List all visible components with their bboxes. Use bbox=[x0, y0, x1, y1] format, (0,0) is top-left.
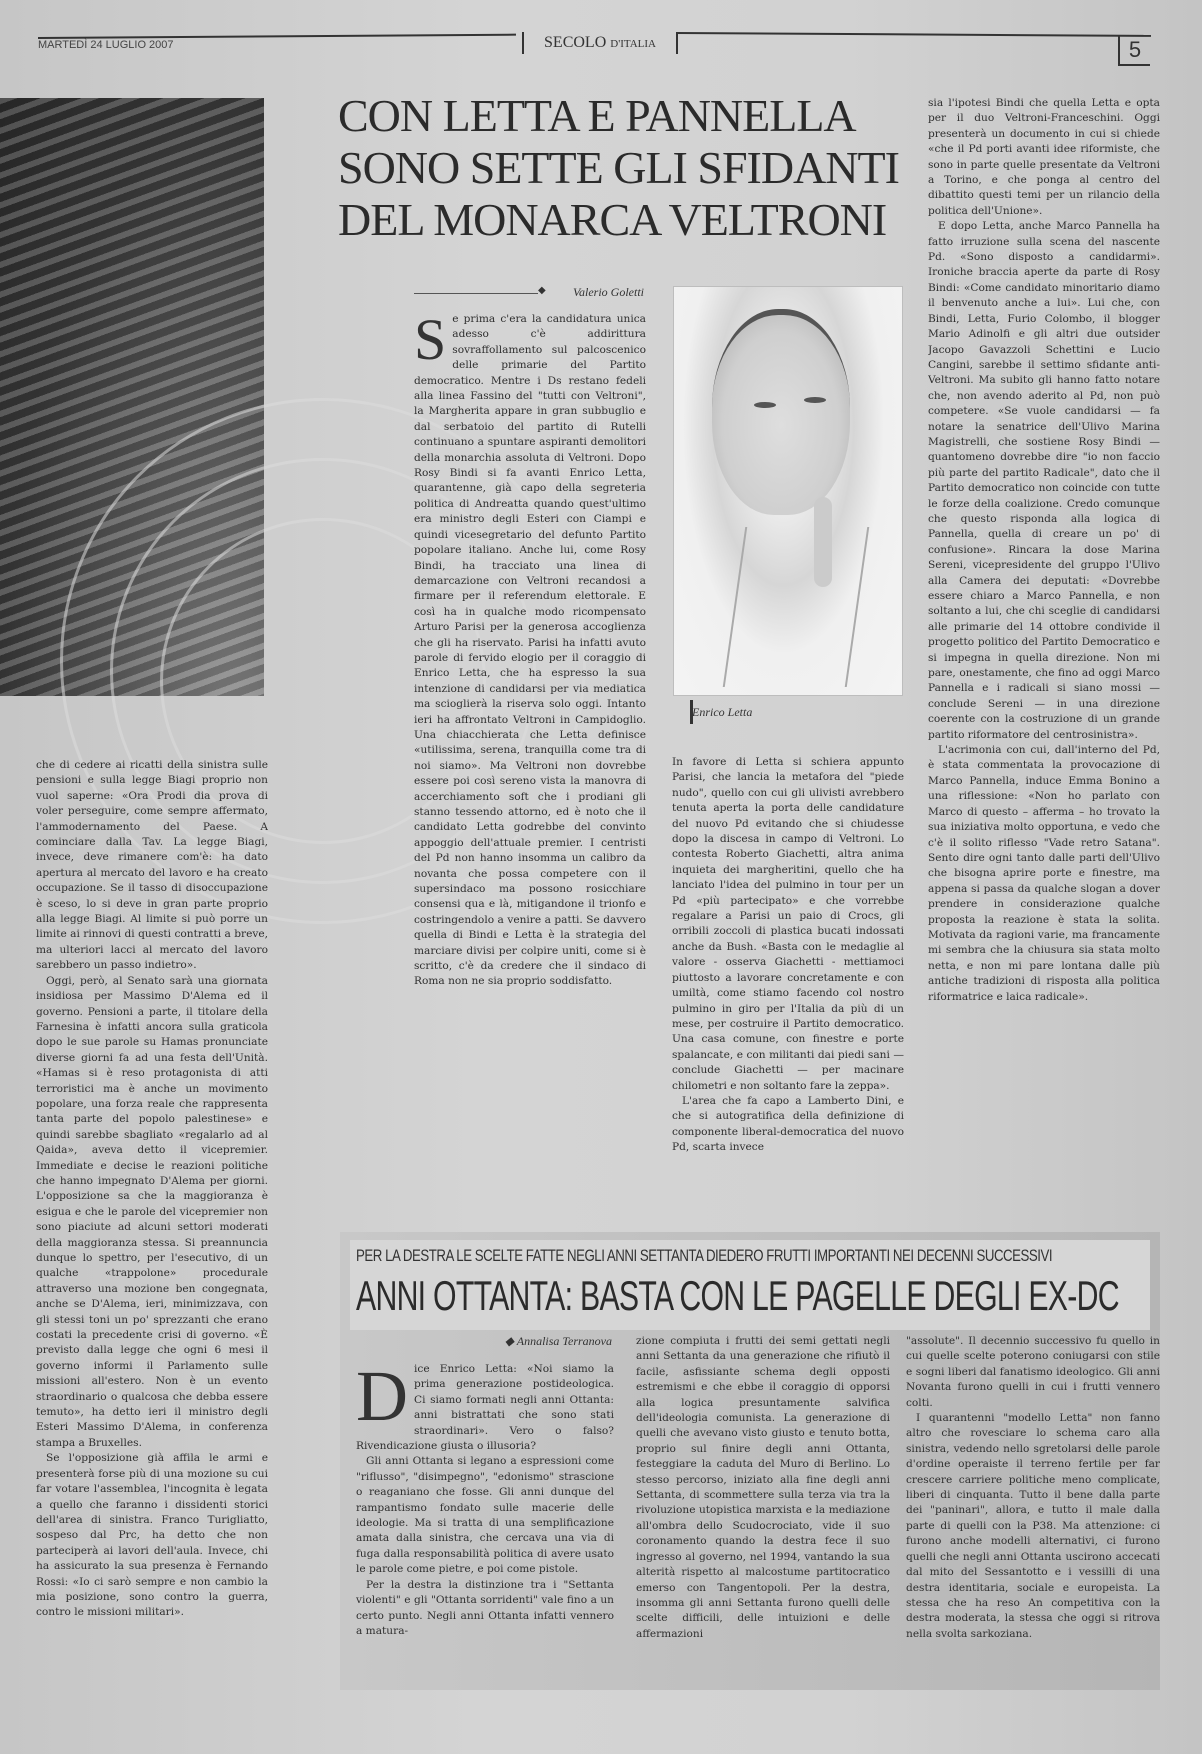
diamond-icon: ◆ bbox=[538, 285, 546, 296]
secondary-para-1-text: ice Enrico Letta: «Noi siamo la prima generazione postideologica. Ci siamo formati negli anni Ottanta: anni bistrattati che sono stati straordinari». Vero o falso? Rivendicazione giusta o illusoria? bbox=[356, 1363, 614, 1453]
secondary-byline bbox=[500, 1334, 612, 1349]
photo-caption: Enrico Letta bbox=[692, 705, 753, 719]
main-headline: CON LETTA E PANNELLA SONO SETTE GLI SFIDANTI DEL MONARCA VELTRONI bbox=[338, 90, 899, 245]
drop-cap: D bbox=[356, 1362, 408, 1436]
diamond-icon: ◆ bbox=[504, 1334, 517, 1348]
secondary-para-3: Per la destra la distinzione tra i "Settanta violenti" e gli "Ottanta sorridenti" vale fino a un certo punto. Negli anni Ottanta infatti vennero a matura- bbox=[356, 1578, 614, 1637]
main-column-2 bbox=[672, 755, 904, 1195]
main-para-3: L'area che fa capo a Lamberto Dini, e che si autogratifica della definizione di componente liberal-democratica del nuovo Pd, scarta invece bbox=[672, 1094, 904, 1154]
secondary-para-1 bbox=[356, 1362, 614, 1454]
secondary-kicker: PER LA DESTRA LE SCELTE FATTE NEGLI ANNI SETTANTA DIEDERO FRUTTI IMPORTANTI NEI DECENNI SUCCESSIVI bbox=[356, 1246, 1053, 1265]
secondary-para-6: I quarantenni "modello Letta" non fanno altro che rovesciare lo schema caro alla sinistra, vedendo nello sgretolarsi delle parole d'ordine operaiste il terreno fertile per far crescere carriere politiche meno complicate, liberi di cinquanta. Tutto il bene dalla parte dei "paninari", allora, e tutto il male dalla parte di quelli con la P38. Ma attenzione: ci furono anche modelli alternativi, ci furono quelli che negli anni Ottanta uscirono accecati dal mito del Sessantotto e i vessilli di una destra identitaria, sociale e europeista. La stessa che ha reso An competitiva con la destra moderata, la stessa che oggi si ritrova nella svolta sarkoziana. bbox=[906, 1412, 1160, 1640]
byline-rule bbox=[414, 293, 538, 294]
portrait-hand bbox=[814, 497, 832, 587]
main-para-2: In favore di Letta si schiera appunto Parisi, che lancia la metafora del "piede nudo", quello con cui gli ulivisti avrebbero tenuta aperta la porta delle candidature del nuovo Pd evitando che si chiudesse dopo la discesa in campo di Veltroni. Lo contesta Roberto Giachetti, altra anima inquieta dei margheritini, quello che ha lanciato l'idea del pulmino in tour per un Pd «più partecipato» e che vorrebbe regalare a Parisi un paio di Crocs, gli orribili zoccoli di plastica bucati indossati anche da Bush. «Basta con le medaglie al valore - osserva Giachetti - mettiamoci piuttosto a lavorare concretamente e con umiltà, come stiamo facendo col nostro pulmino in giro per l'Italia da più di un mese, per costruire il Partito democratico. Una casa comune, con finestre e porte spalancate, e con militanti dai piedi sani — conclude Giachetti — per macinare chilometri e non soltanto fare la zeppa». bbox=[672, 756, 904, 1092]
left-para-1: che di cedere ai ricatti della sinistra sulle pensioni e sulla legge Biagi proprio non vuol saperne: «Ora Prodi dia prova di voler perseguire, come sempre affermato, l'ammodernamento del Paese. A cominciare dalla Tav. La legge Biagi, invece, deve rimanere com'è: ha dato apertura al mercato del lavoro e ha creato occupazione. Se il tasso di disoccupazione è sceso, lo si deve in gran parte proprio alla legge Biagi. Al limite si può porre un limite ai rinnovi di questi contratti a breve, ma ulteriori lacci al mercato del lavoro sarebbero un passo indietro». bbox=[36, 759, 268, 972]
masthead bbox=[36, 30, 1142, 62]
portrait-eye bbox=[754, 402, 776, 408]
issue-date: MARTEDÌ 24 LUGLIO 2007 bbox=[38, 39, 174, 51]
main-column-1 bbox=[414, 312, 646, 1212]
paper-name-main: SECOLO bbox=[544, 34, 607, 51]
senate-chamber-photo bbox=[0, 98, 264, 696]
paper-name bbox=[522, 32, 678, 54]
left-article-column bbox=[36, 758, 268, 1698]
secondary-header bbox=[350, 1240, 1150, 1330]
masthead-rule-right bbox=[676, 32, 1151, 37]
main-para-1 bbox=[414, 312, 646, 990]
main-author: Valerio Goletti bbox=[573, 285, 644, 299]
main-para-5: E dopo Letta, anche Marco Pannella ha fatto irruzione sulla scena del nascente Pd. «Sono disposto a candidarmi». Ironiche braccia aperte da parte di Rosy Bindi: «Come candidato minoritario diamo il benvenuto anche a lui». Lui che, con Bindi, Letta, Furio Colombo, il blogger Mario Adinolfi e gli altri due outsider Jacopo Gavazzoli Schettini e Lucio Cangini, sarebbe il settimo sfidante anti-Veltroni. Ma subito gli hanno fatto notare che, non avendo aderito al Pd, non può competere. «Se vuole candidarsi — fa notare la senatrice dell'Ulivo Marina Magistrelli, che sostiene Rosy Bindi — quantomeno dovrebbe dire "io non faccio più parte del partito Radicale", dato che il Partito democratico non coincide con tutte le forze della coalizione. Credo comunque che questo risponda alla logica di Pannella, quella di creare un po' di confusione». Rincara la dose Marina Sereni, vicepresidente del gruppo l'Ulivo alla Camera dei deputati: «Dovrebbe essere chiaro a Marco Pannella, e non soltanto a lui, che chi sceglie di candidarsi alle primarie del 14 ottobre condivide il progetto politico del Partito Democratico e si impegna in quella direzione. Non mi pare, onestamente, che fino ad oggi Marco Pannella e i radicali si siano mossi — conclude Sereni — in una direzione coerente con la costruzione di un grande partito riformatore del centrosinistra». bbox=[928, 220, 1160, 741]
secondary-author: Annalisa Terranova bbox=[516, 1334, 612, 1348]
secondary-column-2 bbox=[636, 1334, 890, 1682]
secondary-column-1 bbox=[356, 1362, 614, 1682]
main-para-1-text: e prima c'era la candidatura unica adesso c'è addirittura sovraffollamento sul palcoscenico delle primarie del Partito democratico. Mentre i Ds restano fedeli alla linea Fassino del "tutti con Veltroni", la Margherita appare in gran subbuglio e dal serbatoio del partito di Rutelli continuano a spuntare aspiranti demolitori della monarchia assoluta di Veltroni. Dopo Rosy Bindi si fa avanti Enrico Letta, quarantenne, già capo della segreteria politica di Andreatta quando quest'ultimo era ministro degli Esteri con Ciampi e quindi vicesegretario del defunto Partito popolare italiano. Anche lui, come Rosy Bindi, ha tracciato una linea di demarcazione con Veltroni recandosi a firmare per il referendum elettorale. E così ha in qualche modo ricompensato Arturo Parisi per la generosa accoglienza che gli ha riservato. Parisi ha infatti avuto parole di fervido elogio per il coraggio di Enrico Letta, che ha espresso la sua intenzione di candidarsi per via mediatica ma scioglierà la riserva solo oggi. Intanto ieri ha affrontato Veltroni in Campidoglio. Una chiacchierata che Letta definisce «utilissima, serena, tranquilla come tra di noi siamo». Ma Veltroni non dovrebbe essere poi così sereno vista la manovra di accerchiamento soft che i prodiani gli stanno tessendo attorno, ed è noto che il candidato Letta godrebbe del convinto appoggio dell'attuale premier. I centristi del Pd non hanno insomma un calibro da novanta che possa competere con il supersindaco ma possono rosicchiare consensi qua e là, mitigandone il trionfo e costringendolo a venire a patti. Se davvero quella di Bindi e Letta è la strategia del marciare divisi per colpire uniti, come si è scritto, c'è da credere che il sindaco di Roma non ne sia proprio soddisfatto. bbox=[414, 313, 646, 988]
main-para-6: L'acrimonia con cui, dall'interno del Pd, è stata commentata la provocazione di Marco Pannella, induce Emma Bonino a una riflessione: «Non ho parlato con Marco di questo – afferma – ho trovato la sua iniziativa molto opportuna, e vedo che c'è il solito riflesso "Vade retro Satana". Sento dire ogni tanto dalle parti dell'Ulivo che bisogna aprire porte e finestre, ma appena si passa da qualche slogan a dover prendere in considerazione qualche proposta la reazione è stata la solita. Motivata da ragioni varie, ma francamente mi sembra che la chiusura sia stata molto netta, e non mi pare lontana dalle più antiche tradizioni di risposta alla politica riformatrice e laica radicale». bbox=[928, 744, 1160, 1003]
main-para-4: sia l'ipotesi Bindi che quella Letta e opta per il duo Veltroni-Franceschini. Oggi presenterà un documento in cui si chiede «che il Pd porti avanti idee riformiste, che sono in parte quelle presentate da Veltroni a Torino, e che ponga al centro del dibattito questi temi per un rilancio della politica dell'Unione». bbox=[928, 97, 1160, 217]
enrico-letta-portrait bbox=[673, 286, 903, 696]
portrait-eye bbox=[804, 397, 826, 403]
secondary-para-5: "assolute". Il decennio successivo fu quello in cui quelle scelte poterono coniugarsi con stile e sogni liberi dal fanatismo ideologico. Gli anni Novanta furono quelli in cui i frutti vennero colti. bbox=[906, 1335, 1160, 1409]
left-para-3: Se l'opposizione già affila le armi e presenterà forse più di una mozione su cui far votare l'assemblea, l'incognita è legata a quello che faranno i dissidenti storici dell'area di sinistra. Franco Turigliatto, sospeso dal Prc, ha detto che non parteciperà ai lavori dell'aula. Invece, chi ha assicurato la sua presenza è Fernando Rossi: «Io ci sarò sempre e non cambio la mia posizione, sono contro la guerra, contro le missioni militari». bbox=[36, 1452, 268, 1619]
portrait-collar bbox=[723, 527, 869, 687]
paper-name-suffix: D'ITALIA bbox=[610, 38, 656, 50]
secondary-para-2: Gli anni Ottanta si legano a espressioni come "riflusso", "disimpegno", "edonismo" strascione o reaganiano che fosse. Gli anni dunque del rampantismo fondato sulle macerie delle ideologie. Ma si tratta di una semplificazione amata dalla sinistra, che cercava una via di fuga dalla responsabilità politica di avere usato le parole come pietre, e poi come pistole. bbox=[356, 1455, 614, 1576]
portrait-head bbox=[712, 309, 850, 515]
main-byline bbox=[414, 285, 644, 301]
page-number: 5 bbox=[1118, 36, 1150, 66]
main-column-3 bbox=[928, 96, 1160, 1176]
secondary-para-4: zione compiuta i frutti dei semi gettati negli anni Settanta da una generazione che rifiutò il facile, asfissiante schema degli opposti estremismi e che ebbe il coraggio di opporsi alla logica presuntamente salvifica dell'ideologia comunista. La generazione di quelli che avevano visto giusto e tenuto botta, proprio sul finire degli anni Ottanta, festeggiare la caduta del Muro di Berlino. Lo stesso percorso, iniziato alla fine degli anni Settanta, di scommettere sulla terza via tra la rivoluzione utopistica marxista e la mediazione all'ombra dello Scudocrociato, vide il suo coronamento quando la destra fece il suo ingresso al governo, nel 1994, vantando la sua alterità rispetto al malcostume partitocratico emerso con Tangentopoli. Per la destra, insomma gli anni Settanta furono quelli delle scelte difficili, delle intuizioni e delle affermazioni bbox=[636, 1335, 890, 1640]
drop-cap: S bbox=[414, 312, 447, 372]
left-para-2: Oggi, però, al Senato sarà una giornata insidiosa per Massimo D'Alema ed il governo. Pensioni a parte, il titolare della Farnesina è infatti ancora sulla graticola dopo le sue parole su Hamas pronunciate diverse giorni fa ad una festa dell'Unità. «Hamas si è reso protagonista di atti terroristici ma è anche un movimento popolare, una forza reale che rappresenta tanta parte del popolo palestinese» e quindi sarebbe sbagliato «regalarlo ad al Qaida», aveva detto il vicepremier. Immediate e decise le reazioni politiche che hanno impegnato D'Alema per giorni. L'opposizione sa che la maggioranza è esigua e che le parole del vicepremier non sono piaciute ad alcuni settori moderati della maggioranza stessa. Si preannuncia dunque lo spettro, per l'esecutivo, di un qualche «trappolone» procedurale attraverso una mozione ben congegnata, anche se D'Alema, ieri, minimizzava, con gli stessi toni un po' sprezzanti che erano costati la precedente crisi di governo. «È previsto dalla legge che ogni 6 mesi il governo informi il Parlamento sulle missioni all'estero. Non è un evento straordinario o qualcosa che debba essere temuto», ha detto ieri il ministro degli Esteri Massimo D'Alema, in conferenza stampa a Bruxelles. bbox=[36, 974, 268, 1449]
secondary-column-3 bbox=[906, 1334, 1160, 1682]
secondary-headline: ANNI OTTANTA: BASTA CON LE PAGELLE DEGLI EX-DC bbox=[356, 1272, 1119, 1319]
